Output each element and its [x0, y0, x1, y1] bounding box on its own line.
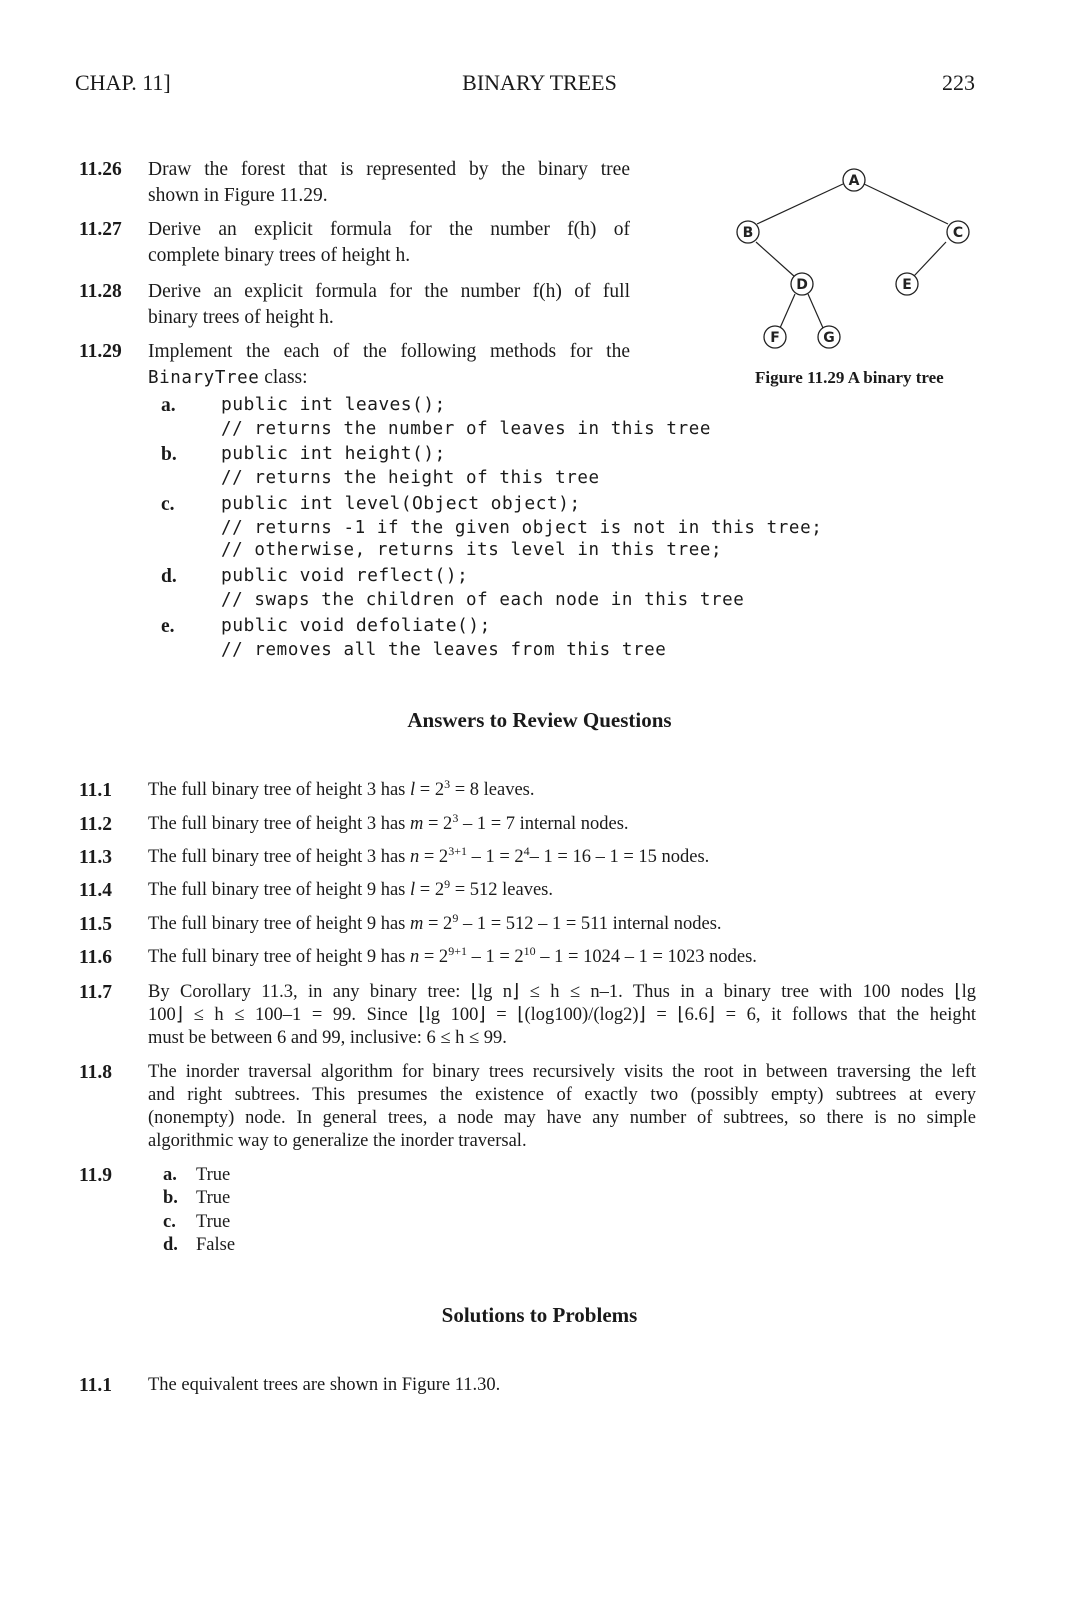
answer-item-value: False: [196, 1235, 236, 1255]
section-heading-answers: Answers to Review Questions: [407, 708, 672, 732]
answer-text-line: and right subtrees. This presumes the existence of exactly two (possibly empty) subtrees at every: [148, 1085, 976, 1105]
method-label: a.: [161, 395, 176, 416]
method-label: b.: [161, 444, 177, 465]
problem-text-line: binary trees of height h.: [148, 307, 334, 328]
running-header-title: BINARY TREES: [462, 70, 617, 95]
answer-text-line: 100⌋ ≤ h ≤ 100–1 = 99. Since ⌊lg 100⌋ = ⌊(log100)/(log2)⌋ = ⌊6.6⌋ = 6, it follows that the height: [148, 1005, 976, 1025]
running-header-chapter: CHAP. 11]: [75, 70, 171, 95]
method-signature: public int leaves();: [221, 394, 446, 415]
answer-text-line: (nonempty) node. In general trees, a node may have any number of subtrees, so there is no simple: [148, 1108, 976, 1128]
answer-text: The full binary tree of height 9 has $n = 2^{9+1} - 1 = 2^{10} - 1 = 1024 - 1 = 1023$ nodes.: [148, 944, 757, 967]
tree-node-label: G: [823, 330, 835, 346]
problem-text-line: Derive an explicit formula for the number f(h) of: [148, 219, 630, 240]
answer-item-label: c.: [163, 1212, 176, 1232]
answer-text-line: must be between 6 and 99, inclusive: 6 ≤ h ≤ 99.: [148, 1028, 507, 1048]
method-comment: // swaps the children of each node in this tree: [221, 590, 745, 610]
answer-text: The full binary tree of height 3 has $l = 2^3 = 8$ leaves.: [148, 777, 535, 800]
answer-text-line: By Corollary 11.3, in any binary tree: ⌊lg n⌋ ≤ h ≤ n–1. Thus in a binary tree with 100 nodes ⌊lg: [148, 982, 976, 1002]
problem-text-line: Draw the forest that is represented by the binary tree: [148, 159, 630, 180]
answer-number: 11.5: [79, 914, 113, 935]
answer-item-label: b.: [163, 1188, 178, 1208]
problem-text-line: Implement the each of the following methods for the: [148, 341, 630, 362]
method-label: e.: [161, 616, 175, 637]
method-signature: public void reflect();: [221, 565, 469, 586]
answer-text: The full binary tree of height 3 has $n = 2^{3+1} - 1 = 2^4-$ 1 = 16 – 1 = 15 nodes.: [148, 844, 710, 867]
answer-number: 11.4: [79, 880, 113, 901]
answer-number: 11.2: [79, 814, 113, 835]
solution-text: The equivalent trees are shown in Figure 11.30.: [148, 1375, 501, 1395]
answer-item-label: a.: [163, 1165, 177, 1185]
answer-number: 11.3: [79, 847, 113, 868]
problem-text-line: shown in Figure 11.29.: [148, 185, 328, 206]
method-comment: // removes all the leaves from this tree: [221, 640, 667, 660]
answer-item-value: True: [196, 1188, 231, 1208]
tree-node-label: A: [848, 173, 860, 189]
problem-text-line: Derive an explicit formula for the number f(h) of full: [148, 281, 630, 302]
answer-number: 11.7: [79, 982, 113, 1003]
solution-number: 11.1: [79, 1375, 113, 1396]
answer-number: 11.6: [79, 947, 113, 968]
page-number: 223: [942, 70, 975, 95]
answer-text: The full binary tree of height 3 has $m = 2^3 - 1 = 7$ internal nodes.: [148, 811, 629, 834]
section-heading-solutions: Solutions to Problems: [441, 1303, 638, 1327]
answer-item-value: True: [196, 1165, 231, 1185]
method-signature: public int height();: [221, 443, 446, 464]
tree-node-label: B: [742, 225, 754, 241]
answer-number: 11.8: [79, 1062, 113, 1083]
tree-node-label: C: [952, 225, 964, 241]
answer-text: The full binary tree of height 9 has $m = 2^9 - 1 = 512 - 1 = 511$ internal nodes.: [148, 911, 722, 934]
answer-number: 11.1: [79, 780, 113, 801]
method-label: c.: [161, 494, 175, 515]
answer-number: 11.9: [79, 1165, 113, 1186]
answer-item-label: d.: [163, 1235, 178, 1255]
method-comment: // returns -1 if the given object is not in this tree;: [221, 518, 823, 538]
method-comment: // otherwise, returns its level in this tree;: [221, 540, 723, 560]
tree-node-label: D: [796, 277, 808, 293]
figure-caption: Figure 11.29 A binary tree: [755, 368, 944, 387]
answer-text: The full binary tree of height 9 has $l = 2^9 = 512$ leaves.: [148, 877, 553, 900]
problem-text-line: complete binary trees of height h.: [148, 245, 411, 266]
problem-number: 11.27: [79, 219, 122, 240]
tree-node-label: E: [902, 277, 912, 293]
answer-text-line: The inorder traversal algorithm for binary trees recursively visits the root in between traversing the left: [148, 1062, 976, 1082]
problem-number: 11.29: [79, 341, 122, 362]
class-name-code: BinaryTree: [148, 368, 260, 388]
method-signature: public int level(Object object);: [221, 493, 581, 514]
method-comment: // returns the height of this tree: [221, 468, 600, 488]
method-label: d.: [161, 566, 177, 587]
method-comment: // returns the number of leaves in this tree: [221, 419, 711, 439]
problem-number: 11.28: [79, 281, 122, 302]
method-signature: public void defoliate();: [221, 615, 491, 636]
problem-number: 11.26: [79, 159, 122, 180]
answer-text-line: algorithmic way to generalize the inorder traversal.: [148, 1131, 527, 1151]
binary-tree-figure: [720, 160, 1000, 360]
tree-node-label: F: [770, 330, 780, 346]
problem-text-line: BinaryTree class:: [148, 367, 308, 388]
answer-item-value: True: [196, 1212, 231, 1232]
